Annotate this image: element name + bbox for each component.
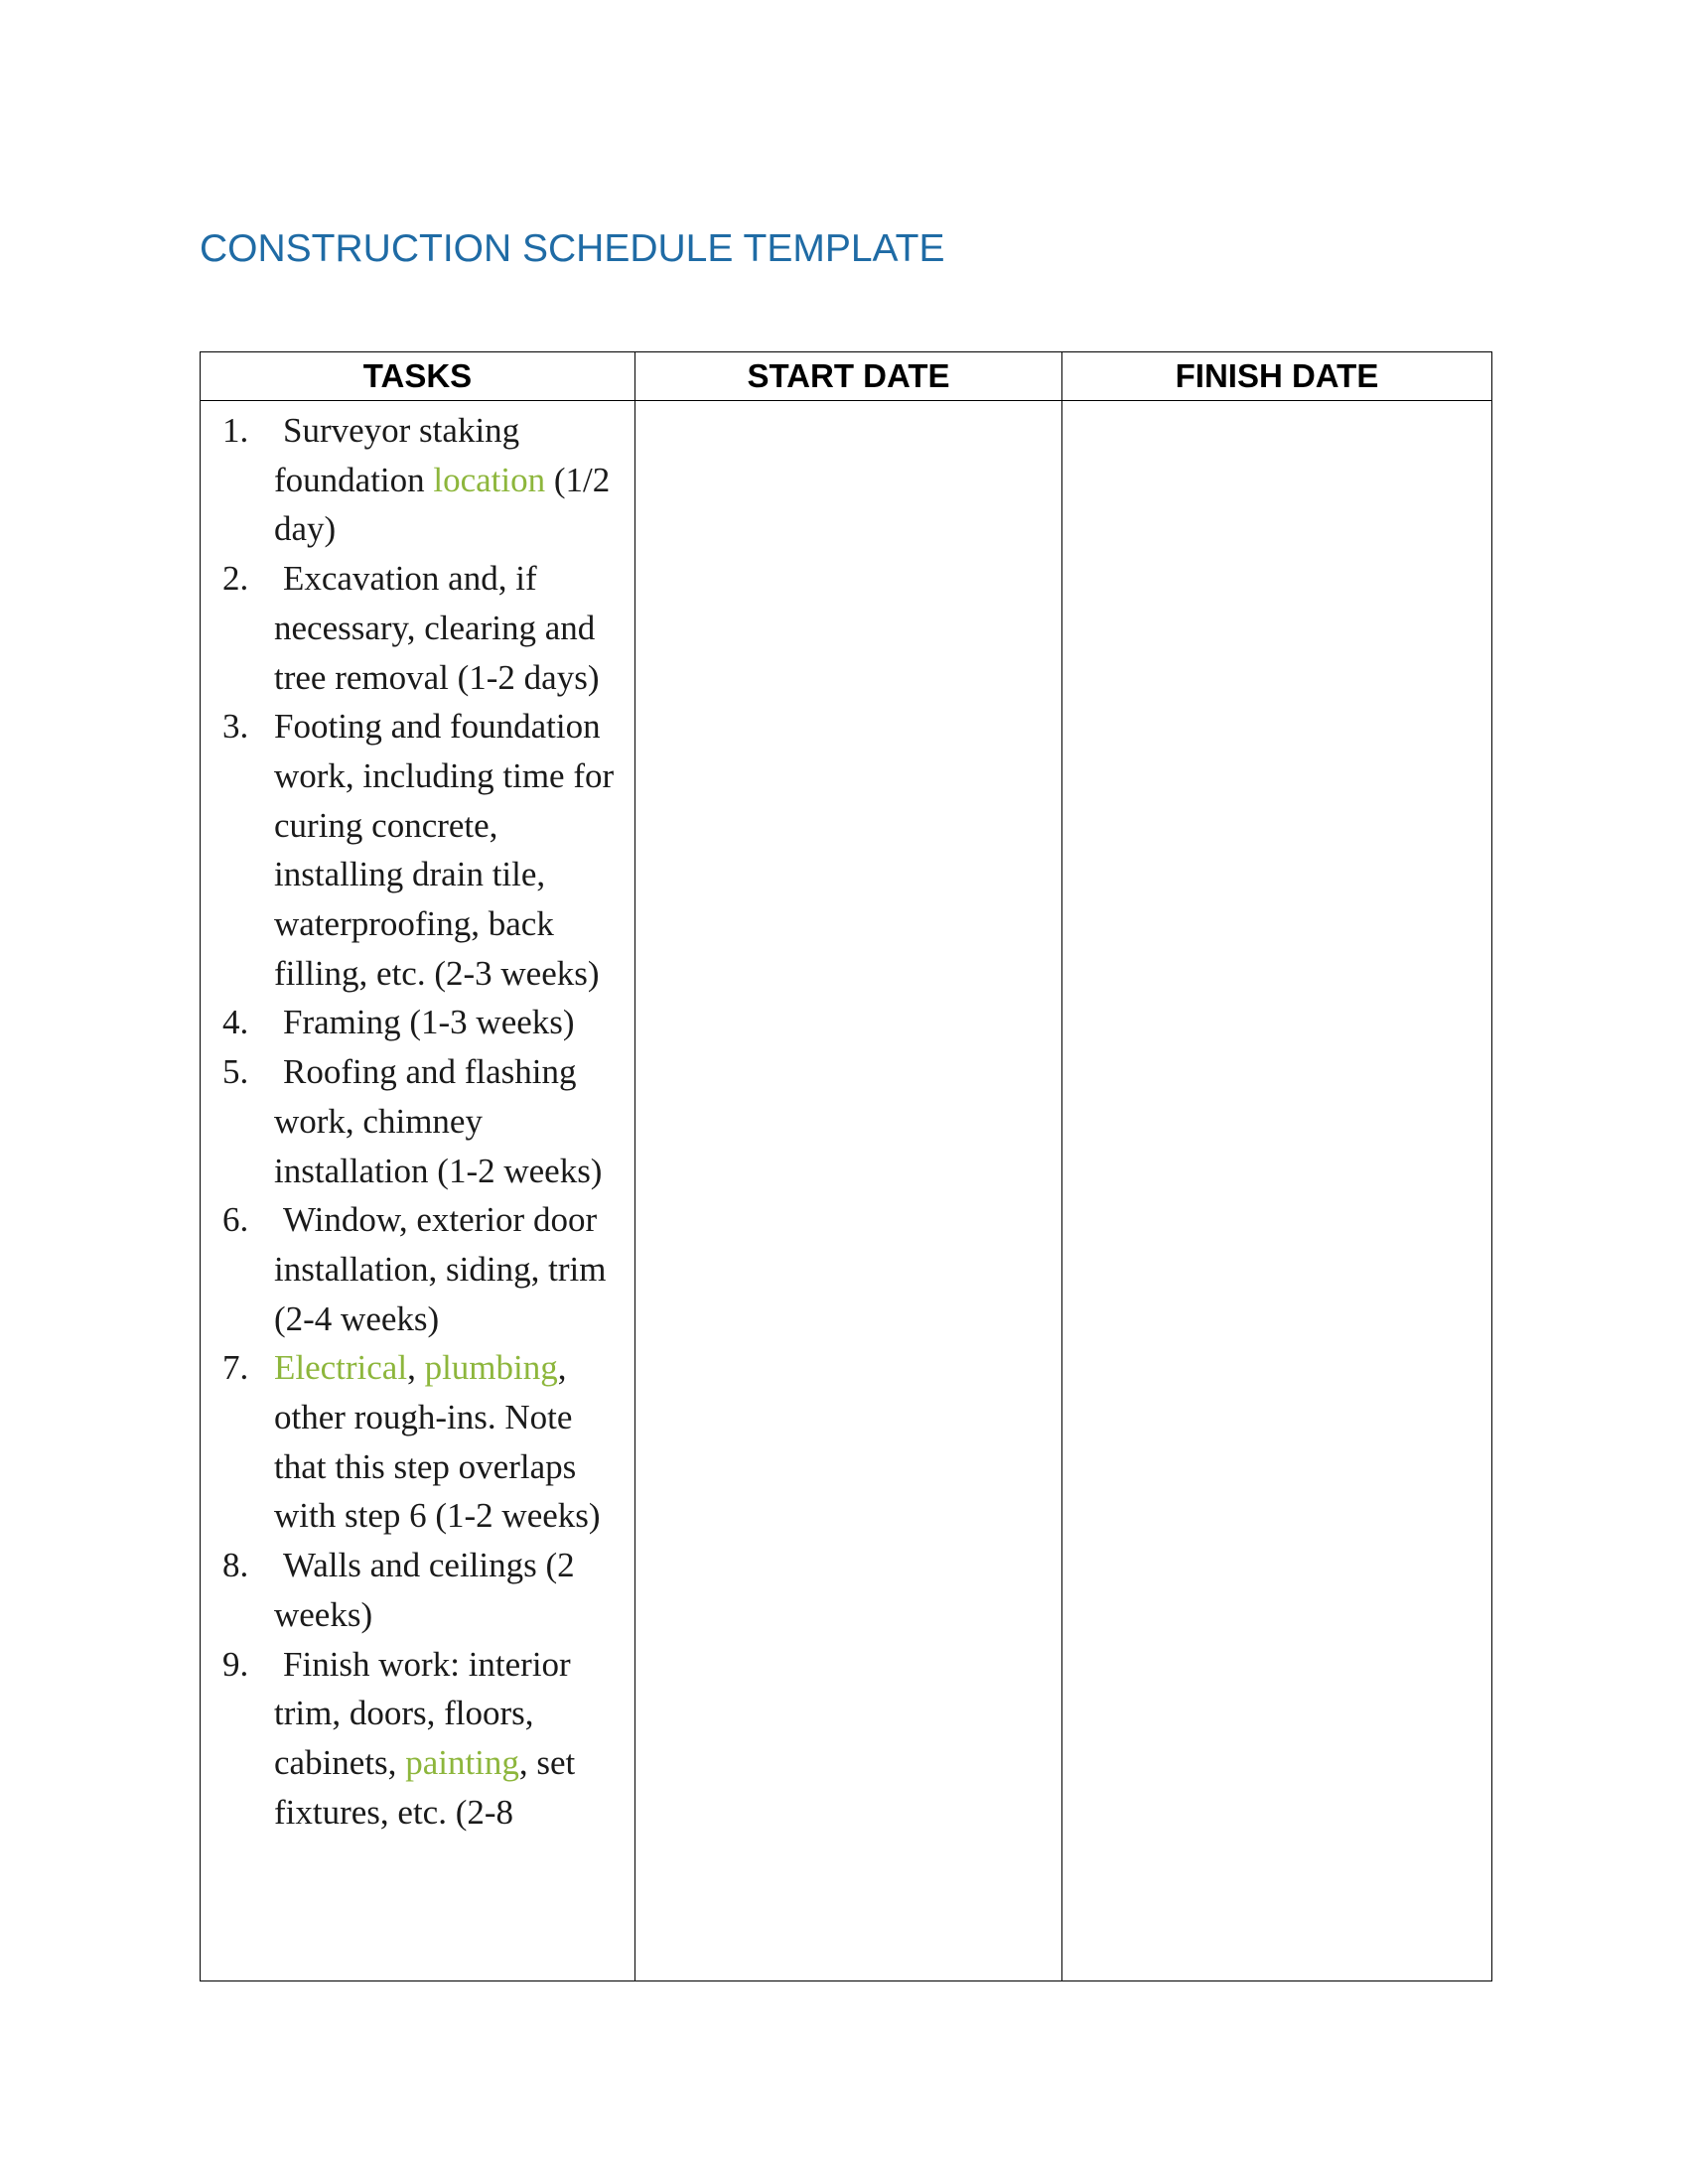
- task-number: 4.: [222, 1003, 249, 1042]
- task-text: [274, 1640, 625, 1838]
- task-text: [274, 702, 625, 998]
- finish-date-cell[interactable]: [1062, 401, 1492, 1981]
- start-date-header: START DATE: [635, 352, 1062, 401]
- task-text: [274, 1047, 625, 1195]
- finish-date-header: FINISH DATE: [1062, 352, 1492, 401]
- task-item: [222, 998, 625, 1047]
- task-text-segment: Finish work: interior trim, doors, floors, cabinets,: [274, 1644, 571, 1782]
- task-item: [222, 1541, 625, 1639]
- task-highlight-text: location: [433, 460, 546, 499]
- task-text-segment: Roofing and flashing work, chimney installation (1-2 weeks): [274, 1052, 603, 1190]
- task-highlight-text: plumbing: [424, 1348, 558, 1388]
- schedule-table: [200, 351, 1492, 1981]
- page-title: CONSTRUCTION SCHEDULE TEMPLATE: [200, 227, 945, 270]
- task-text-segment: Footing and foundation work, including time for curing concrete, installing drain tile, waterproofing, back filling, etc. (2-3 weeks): [274, 707, 615, 993]
- task-number: 1.: [222, 411, 249, 450]
- task-text: [274, 1195, 625, 1343]
- task-text: [274, 406, 625, 554]
- start-date-cell[interactable]: [635, 401, 1062, 1981]
- task-item: [222, 1195, 625, 1343]
- task-text: [274, 1541, 625, 1639]
- task-number: 7.: [222, 1348, 249, 1388]
- task-text: [274, 1343, 625, 1541]
- task-text: [274, 554, 625, 702]
- task-text-segment: Walls and ceilings (2 weeks): [274, 1546, 575, 1634]
- task-highlight-text: Electrical: [274, 1348, 408, 1388]
- task-text-segment: , other rough-ins. Note that this step overlaps with step 6 (1-2 weeks): [274, 1348, 601, 1536]
- task-item: [222, 1640, 625, 1838]
- task-item: [222, 702, 625, 998]
- task-text: [274, 998, 625, 1047]
- task-text-segment: (1/2 day): [274, 460, 611, 549]
- task-text-segment: Excavation and, if necessary, clearing and tree removal (1-2 days): [274, 559, 600, 697]
- tasks-header: TASKS: [201, 352, 635, 401]
- task-item: [222, 406, 625, 554]
- task-text-segment: , set fixtures, etc. (2-8: [274, 1742, 576, 1832]
- task-item: [222, 1047, 625, 1195]
- table-row: [201, 401, 1492, 1981]
- task-list: [201, 401, 634, 1837]
- tasks-cell: [201, 401, 635, 1981]
- task-number: 9.: [222, 1644, 249, 1684]
- task-text-segment: Surveyor staking foundation: [274, 411, 520, 499]
- task-item: [222, 554, 625, 702]
- task-number: 2.: [222, 559, 249, 599]
- task-number: 5.: [222, 1052, 249, 1092]
- task-number: 3.: [222, 707, 249, 747]
- table-header-row: [201, 352, 1492, 401]
- task-number: 6.: [222, 1200, 249, 1240]
- task-text-segment: Window, exterior door installation, siding, trim (2-4 weeks): [274, 1200, 607, 1338]
- task-number: 8.: [222, 1546, 249, 1585]
- task-text-segment: ,: [407, 1348, 425, 1388]
- task-highlight-text: painting: [405, 1742, 519, 1782]
- task-item: [222, 1343, 625, 1541]
- task-text-segment: Framing (1-3 weeks): [283, 1003, 575, 1042]
